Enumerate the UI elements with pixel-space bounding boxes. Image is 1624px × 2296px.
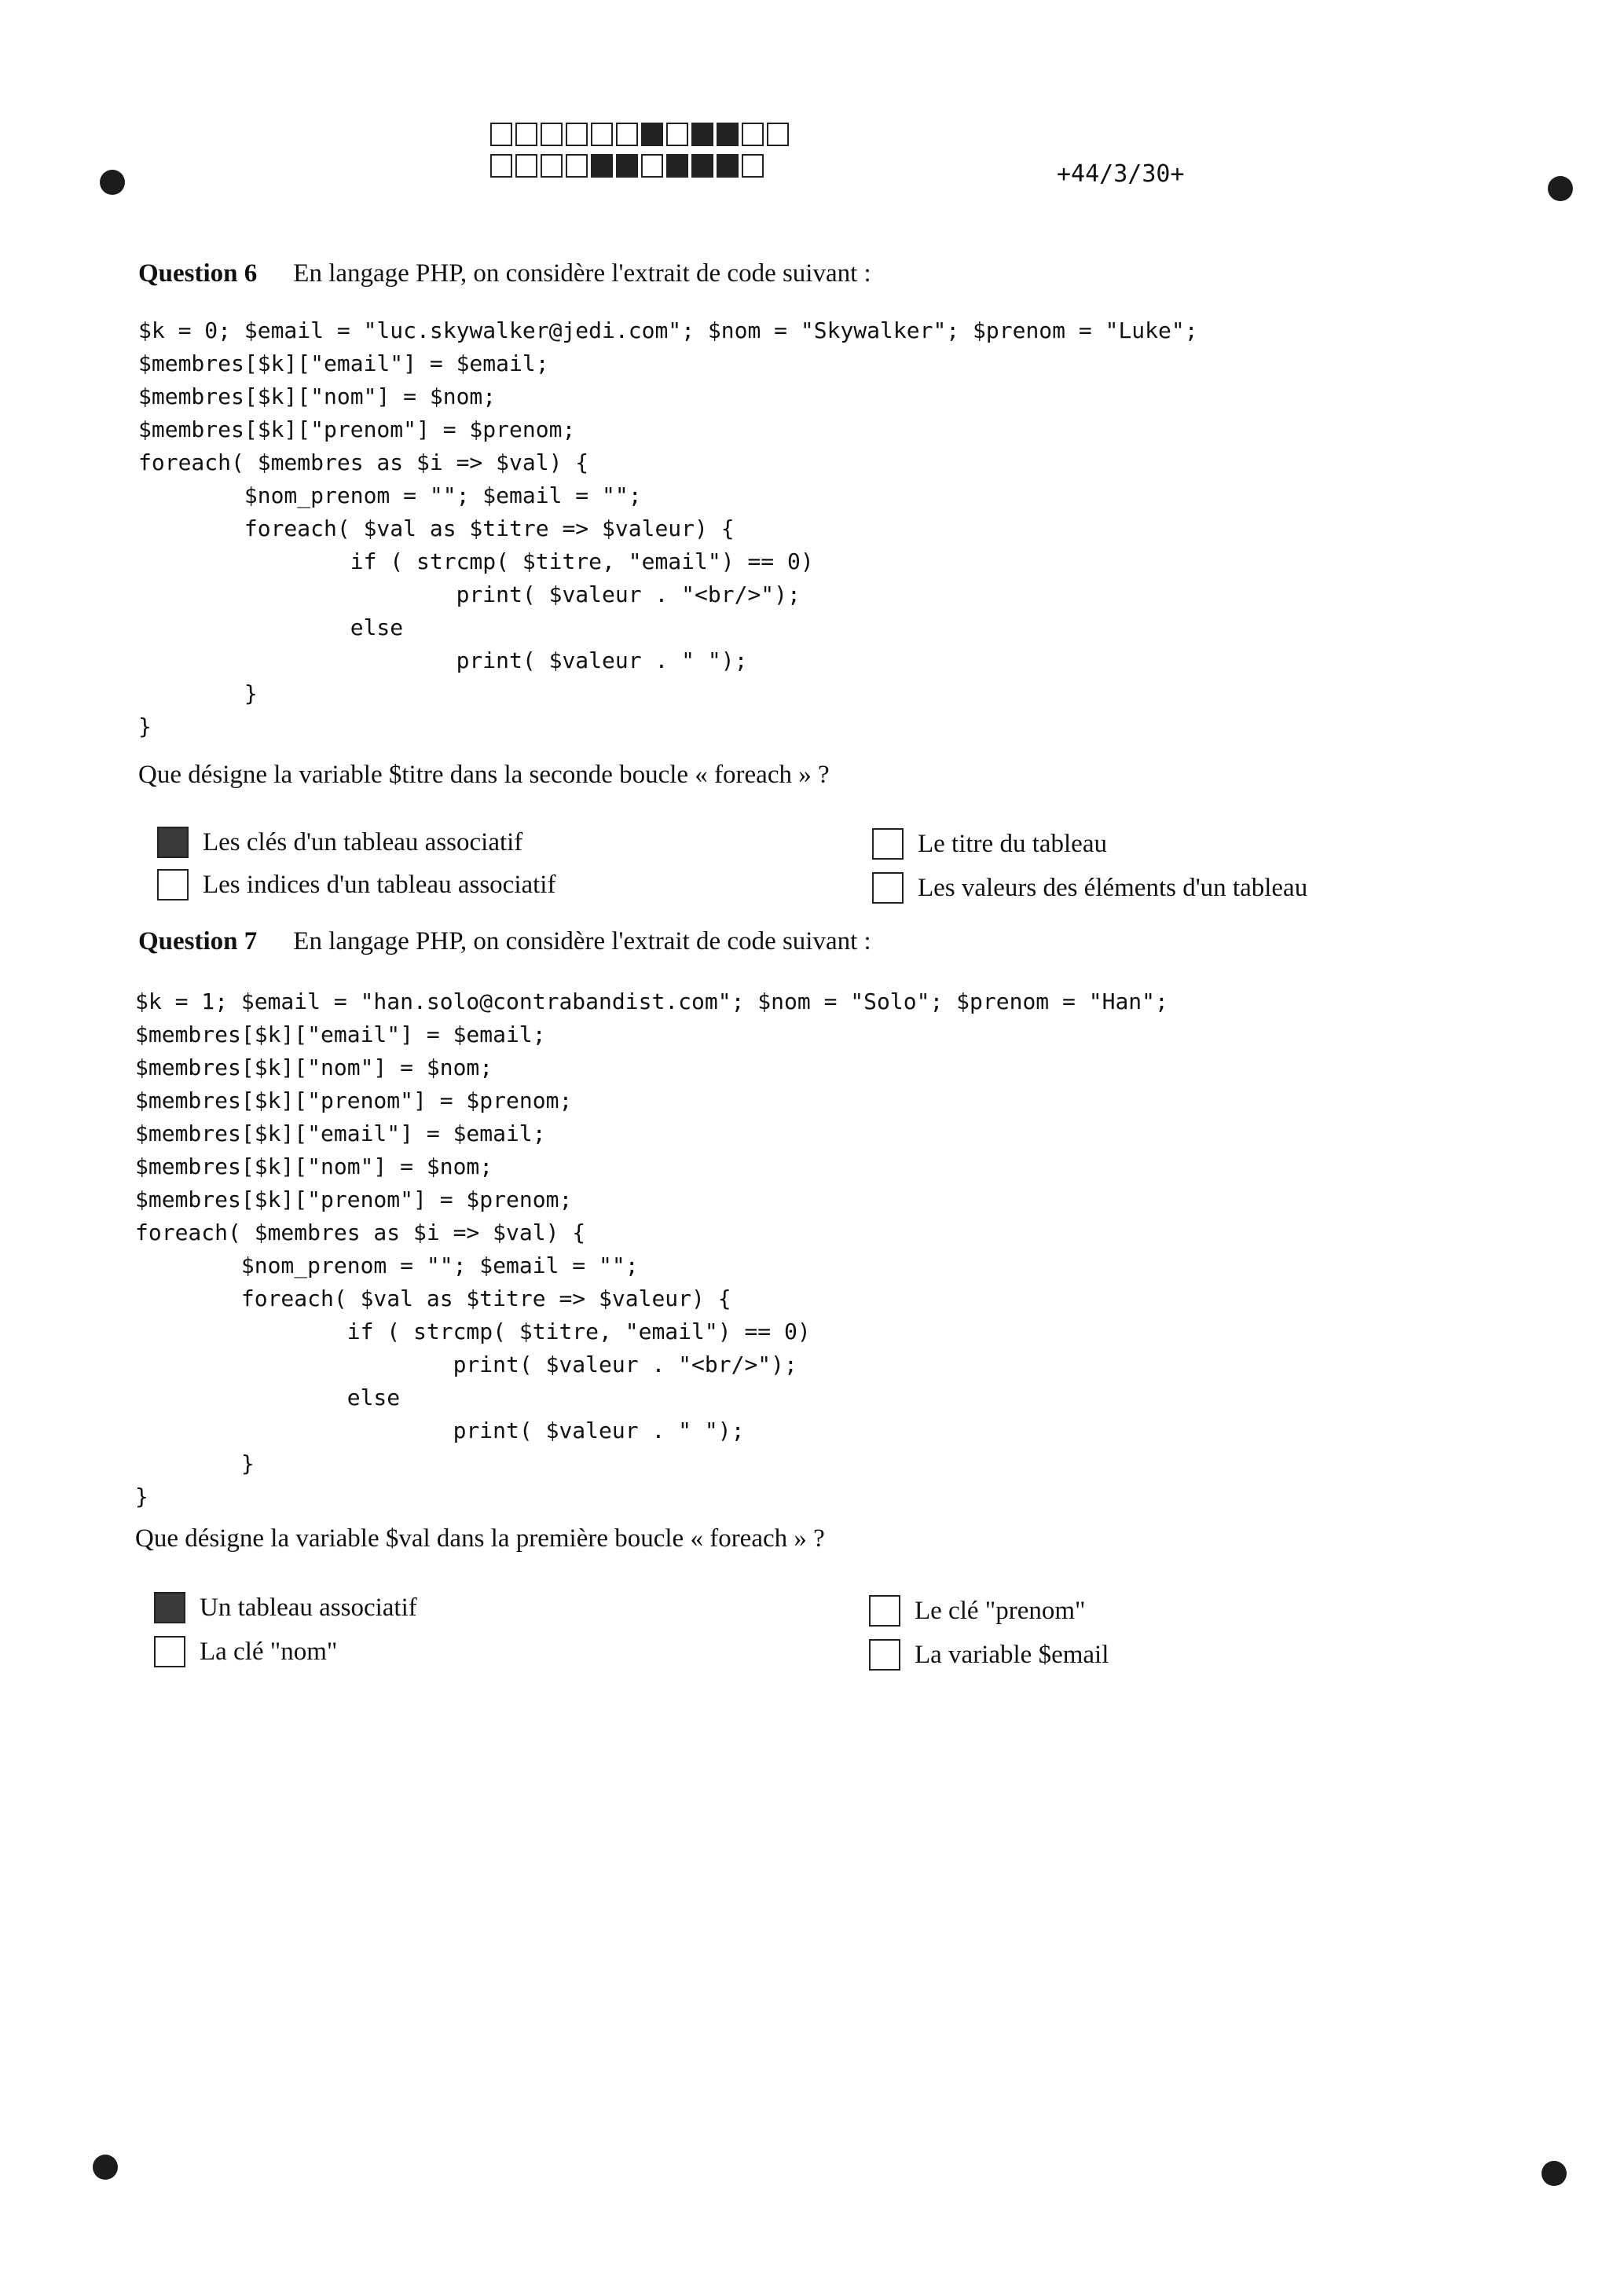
code-box-8: [691, 123, 713, 146]
question-7-header: [138, 927, 871, 956]
q6-option-2-checkbox[interactable]: [872, 828, 904, 860]
q6-option-2[interactable]: [872, 828, 1107, 860]
q6-option-3-label: Les indices d'un tableau associatif: [203, 870, 556, 899]
q7-option-2-checkbox[interactable]: [869, 1595, 900, 1627]
code-box-1: [515, 123, 537, 146]
code-box-5: [616, 123, 638, 146]
code-box-10: [742, 123, 764, 146]
q6-option-4-label: Les valeurs des éléments d'un tableau: [918, 873, 1308, 902]
q6-option-3[interactable]: [157, 869, 555, 900]
code-box-6: [641, 123, 663, 146]
q6-option-4[interactable]: [872, 872, 1307, 904]
page-code-boxes-top: [490, 123, 792, 146]
question-7-label: Question 7: [138, 927, 258, 955]
q6-option-4-checkbox[interactable]: [872, 872, 904, 904]
question-6-code: $k = 0; $email = "luc.skywalker@jedi.com"; $nom = "Skywalker"; $prenom = "Luke"; $membres[$k]["email"] = $email; $membres[$k]["nom"] = $nom; $membres[$k]["prenom"] = $prenom; foreach( $membres as $i => $val) { $nom_prenom = ""; $email = ""; foreach( $val as $titre => $valeur) { if ( strcmp( $titre, "email") == 0) print( $valeur . "<br/>"); else print( $valeur . " "); } }: [138, 317, 1198, 739]
registration-mark-top-left: [100, 170, 125, 195]
q7-option-4-checkbox[interactable]: [869, 1639, 900, 1671]
code-box-5: [616, 154, 638, 178]
code-box-0: [490, 123, 512, 146]
question-6-label: Question 6: [138, 259, 258, 288]
code-box-4: [591, 123, 613, 146]
q7-option-4[interactable]: [869, 1639, 1109, 1671]
page-code-boxes-bottom: [490, 154, 767, 178]
code-box-1: [515, 154, 537, 178]
code-box-2: [541, 154, 563, 178]
code-box-9: [717, 154, 739, 178]
question-7-intro: En langage PHP, on considère l'extrait de code suivant :: [293, 927, 871, 955]
page-identifier: +44/3/30+: [1057, 160, 1185, 188]
code-box-2: [541, 123, 563, 146]
code-box-0: [490, 154, 512, 178]
question-6-intro: En langage PHP, on considère l'extrait de code suivant :: [293, 259, 871, 288]
code-box-8: [691, 154, 713, 178]
code-box-3: [566, 123, 588, 146]
q7-option-1-label: Un tableau associatif: [200, 1593, 417, 1622]
code-box-11: [767, 123, 789, 146]
code-box-4: [591, 154, 613, 178]
registration-mark-bottom-right: [1542, 2161, 1567, 2186]
q7-option-2[interactable]: [869, 1595, 1086, 1627]
code-box-10: [742, 154, 764, 178]
question-7-code: $k = 1; $email = "han.solo@contrabandist.com"; $nom = "Solo"; $prenom = "Han"; $membres[$k]["email"] = $email; $membres[$k]["nom"] = $nom; $membres[$k]["prenom"] = $prenom; $membres[$k]["email"] = $email; $membres[$k]["nom"] = $nom; $membres[$k]["prenom"] = $prenom; foreach( $membres as $i => $val) { $nom_prenom = ""; $email = ""; foreach( $val as $titre => $valeur) { if ( strcmp( $titre, "email") == 0) print( $valeur . "<br/>"); else print( $valeur . " "); } }: [135, 988, 1168, 1509]
q6-option-1-label: Les clés d'un tableau associatif: [203, 827, 523, 856]
q7-option-3[interactable]: [154, 1636, 337, 1667]
registration-mark-bottom-left: [93, 2155, 118, 2180]
q6-option-2-label: Le titre du tableau: [918, 829, 1107, 858]
q7-option-3-label: La clé "nom": [200, 1637, 338, 1666]
question-6-header: [138, 259, 871, 288]
q7-option-3-checkbox[interactable]: [154, 1636, 185, 1667]
q7-option-4-label: La variable $email: [915, 1640, 1109, 1669]
code-box-9: [717, 123, 739, 146]
code-box-3: [566, 154, 588, 178]
q6-option-1[interactable]: [157, 827, 522, 858]
q6-option-3-checkbox[interactable]: [157, 869, 189, 900]
registration-mark-top-right: [1548, 176, 1573, 201]
q7-option-1[interactable]: [154, 1592, 417, 1623]
question-7-prompt: Que désigne la variable $val dans la première boucle « foreach » ?: [135, 1524, 825, 1553]
question-6-prompt: Que désigne la variable $titre dans la seconde boucle « foreach » ?: [138, 761, 830, 789]
code-box-6: [641, 154, 663, 178]
code-box-7: [666, 154, 688, 178]
q7-option-2-label: Le clé "prenom": [915, 1596, 1086, 1625]
q7-option-1-checkbox[interactable]: [154, 1592, 185, 1623]
code-box-7: [666, 123, 688, 146]
q6-option-1-checkbox[interactable]: [157, 827, 189, 858]
